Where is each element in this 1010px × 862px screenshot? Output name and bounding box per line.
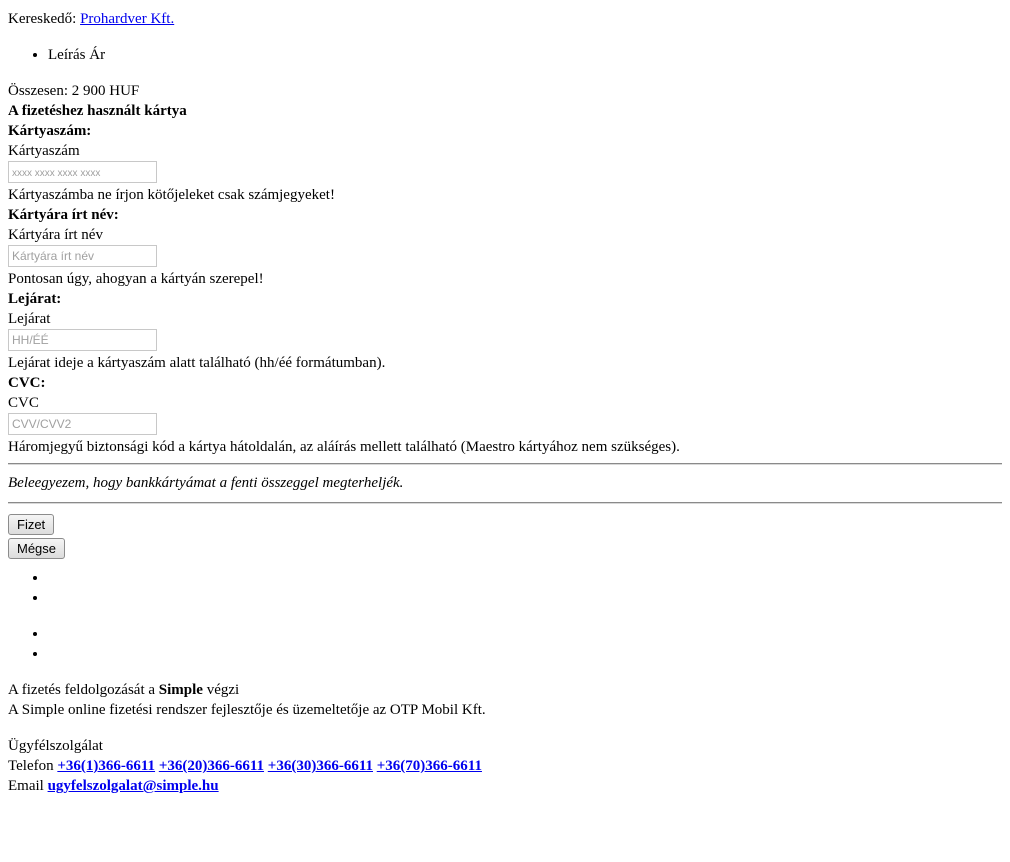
total-amount: Összesen: 2 900 HUF [8, 83, 140, 99]
phone-link-1[interactable]: +36(1)366-6611 [57, 758, 156, 774]
cvc-input[interactable] [8, 413, 157, 435]
processor-operator: A Simple online fizetési rendszer fejlesztője és üzemeltetője az OTP Mobil Kft. [8, 702, 486, 718]
phone-link-2[interactable]: +36(20)366-6611 [158, 758, 265, 774]
card-number-heading: Kártyaszám: [8, 123, 92, 139]
support-title: Ügyfélszolgálat [8, 738, 103, 754]
card-name-heading: Kártyára írt név: [8, 207, 119, 223]
card-name-input[interactable] [8, 245, 157, 267]
email-link[interactable]: ugyfelszolgalat@simple.hu [47, 778, 219, 794]
pay-button[interactable]: Fizet [8, 514, 54, 535]
card-number-input[interactable] [8, 161, 157, 183]
empty-list-1 [8, 568, 1002, 608]
card-name-label: Kártyára írt név [8, 227, 103, 243]
card-section-title: A fizetéshez használt kártya [8, 103, 187, 119]
expiry-input[interactable] [8, 329, 157, 351]
list-item [48, 624, 1002, 644]
merchant-line [8, 9, 1002, 29]
divider-top [8, 463, 1002, 465]
support-phone-line [8, 756, 1002, 776]
payment-page [8, 9, 1002, 796]
expiry-heading: Lejárat: [8, 291, 62, 307]
processor-prefix: A fizetés feldolgozását a [8, 682, 156, 698]
items-header-row [48, 45, 1002, 65]
processor-line [8, 680, 1002, 700]
phone-label: Telefon [8, 758, 54, 774]
cvc-hint: Háromjegyű biztonsági kód a kártya hátoldalán, az aláírás mellett található (Maestro kártyához nem szükséges). [8, 439, 680, 455]
card-number-label: Kártyaszám [8, 143, 80, 159]
items-header-price: Ár [89, 47, 106, 63]
processor-suffix: végzi [206, 682, 240, 698]
divider-bottom [8, 502, 1002, 504]
support-email-line [8, 776, 1002, 796]
cvc-heading: CVC: [8, 375, 46, 391]
processor-brand: Simple [158, 682, 203, 698]
empty-list-2 [8, 624, 1002, 664]
phone-link-4[interactable]: +36(70)366-6611 [376, 758, 482, 774]
phone-link-3[interactable]: +36(30)366-6611 [267, 758, 373, 774]
cvc-label: CVC [8, 395, 39, 411]
card-name-hint: Pontosan úgy, ahogyan a kártyán szerepel! [8, 271, 264, 287]
list-item [48, 644, 1002, 664]
items-header-desc: Leírás [48, 47, 86, 63]
list-item [48, 588, 1002, 608]
card-number-hint: Kártyaszámba ne írjon kötőjeleket csak számjegyeket! [8, 187, 335, 203]
email-label: Email [8, 778, 44, 794]
merchant-link[interactable]: Prohardver Kft. [80, 11, 175, 27]
cancel-button[interactable]: Mégse [8, 538, 65, 559]
consent-text: Beleegyezem, hogy bankkártyámat a fenti összeggel megterheljék. [8, 475, 404, 491]
merchant-label: Kereskedő: [8, 11, 77, 27]
expiry-label: Lejárat [8, 311, 51, 327]
expiry-hint: Lejárat ideje a kártyaszám alatt található (hh/éé formátumban). [8, 355, 386, 371]
list-item [48, 568, 1002, 588]
items-list [8, 45, 1002, 65]
